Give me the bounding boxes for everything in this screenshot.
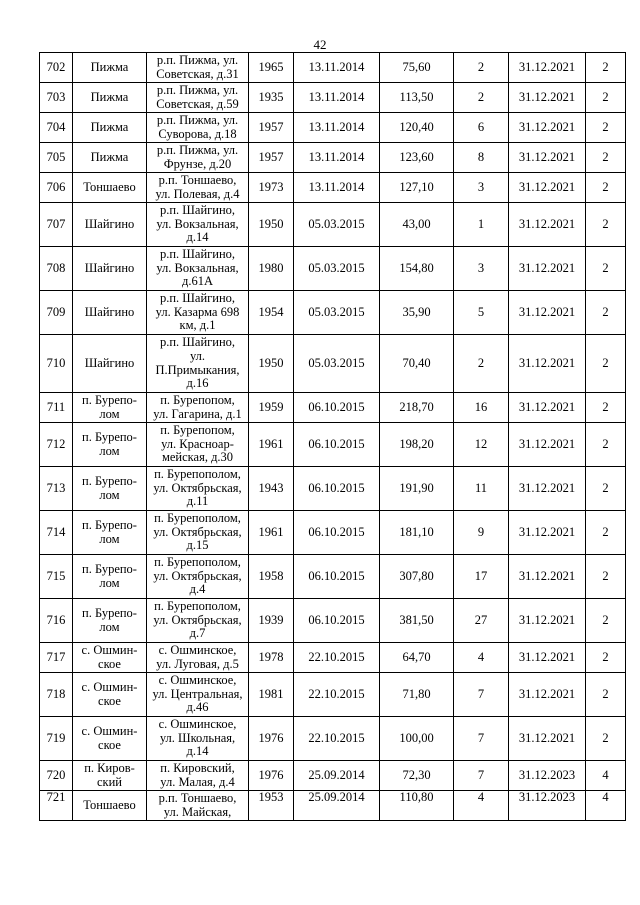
cell-year: 1959 bbox=[249, 393, 294, 423]
cell-date: 25.09.2014 bbox=[294, 761, 380, 791]
cell-loc: Шайгино bbox=[73, 247, 147, 291]
cell-year: 1961 bbox=[249, 511, 294, 555]
cell-addr: с. Ошминское, ул. Школьная, д.14 bbox=[147, 717, 249, 761]
cell-date: 06.10.2015 bbox=[294, 555, 380, 599]
cell-date: 13.11.2014 bbox=[294, 83, 380, 113]
cell-cnt: 7 bbox=[454, 761, 509, 791]
cell-deadline: 31.12.2021 bbox=[509, 335, 586, 393]
cell-addr: п. Бурепопом, ул. Красноар- мейская, д.30 bbox=[147, 423, 249, 467]
cell-loc: Тоншаево bbox=[73, 791, 147, 821]
cell-deadline: 31.12.2021 bbox=[509, 511, 586, 555]
cell-year: 1939 bbox=[249, 599, 294, 643]
cell-year: 1953 bbox=[249, 791, 294, 821]
cell-deadline: 31.12.2021 bbox=[509, 83, 586, 113]
cell-loc: с. Ошмин- ское bbox=[73, 717, 147, 761]
cell-area: 381,50 bbox=[380, 599, 454, 643]
cell-loc: Тоншаево bbox=[73, 173, 147, 203]
table-row bbox=[40, 673, 626, 717]
cell-addr: р.п. Тоншаево, ул. Полевая, д.4 bbox=[147, 173, 249, 203]
housing-register-table bbox=[39, 52, 626, 821]
cell-year: 1957 bbox=[249, 113, 294, 143]
cell-date: 13.11.2014 bbox=[294, 113, 380, 143]
cell-n: 720 bbox=[40, 761, 73, 791]
cell-area: 127,10 bbox=[380, 173, 454, 203]
cell-stage: 2 bbox=[586, 643, 626, 673]
cell-addr: п. Бурепополом, ул. Октябрьская, д.4 bbox=[147, 555, 249, 599]
cell-area: 123,60 bbox=[380, 143, 454, 173]
cell-year: 1950 bbox=[249, 335, 294, 393]
cell-n: 710 bbox=[40, 335, 73, 393]
cell-loc: п. Бурепо- лом bbox=[73, 555, 147, 599]
table-row bbox=[40, 291, 626, 335]
cell-addr: п. Бурепополом, ул. Октябрьская, д.15 bbox=[147, 511, 249, 555]
cell-n: 711 bbox=[40, 393, 73, 423]
cell-stage: 2 bbox=[586, 555, 626, 599]
cell-n: 708 bbox=[40, 247, 73, 291]
table-row bbox=[40, 393, 626, 423]
cell-area: 113,50 bbox=[380, 83, 454, 113]
cell-loc: Пижма bbox=[73, 113, 147, 143]
table-row bbox=[40, 643, 626, 673]
cell-addr: р.п. Шайгино, ул. Вокзальная, д.61А bbox=[147, 247, 249, 291]
cell-cnt: 6 bbox=[454, 113, 509, 143]
table-row bbox=[40, 717, 626, 761]
table-row bbox=[40, 423, 626, 467]
table-row bbox=[40, 791, 626, 821]
cell-year: 1961 bbox=[249, 423, 294, 467]
cell-area: 198,20 bbox=[380, 423, 454, 467]
cell-loc: Шайгино bbox=[73, 291, 147, 335]
cell-stage: 2 bbox=[586, 599, 626, 643]
cell-cnt: 7 bbox=[454, 673, 509, 717]
cell-date: 05.03.2015 bbox=[294, 247, 380, 291]
cell-area: 43,00 bbox=[380, 203, 454, 247]
cell-date: 13.11.2014 bbox=[294, 173, 380, 203]
table-row bbox=[40, 467, 626, 511]
cell-addr: п. Бурепопом, ул. Гагарина, д.1 bbox=[147, 393, 249, 423]
cell-loc: п. Бурепо- лом bbox=[73, 423, 147, 467]
cell-year: 1954 bbox=[249, 291, 294, 335]
cell-n: 705 bbox=[40, 143, 73, 173]
cell-area: 110,80 bbox=[380, 791, 454, 821]
cell-n: 718 bbox=[40, 673, 73, 717]
cell-cnt: 3 bbox=[454, 247, 509, 291]
cell-year: 1978 bbox=[249, 643, 294, 673]
cell-loc: п. Бурепо- лом bbox=[73, 599, 147, 643]
cell-area: 181,10 bbox=[380, 511, 454, 555]
cell-cnt: 4 bbox=[454, 643, 509, 673]
cell-n: 702 bbox=[40, 53, 73, 83]
cell-date: 06.10.2015 bbox=[294, 511, 380, 555]
cell-date: 05.03.2015 bbox=[294, 203, 380, 247]
cell-area: 120,40 bbox=[380, 113, 454, 143]
cell-n: 717 bbox=[40, 643, 73, 673]
cell-loc: Шайгино bbox=[73, 203, 147, 247]
cell-addr: с. Ошминское, ул. Луговая, д.5 bbox=[147, 643, 249, 673]
cell-year: 1981 bbox=[249, 673, 294, 717]
cell-area: 218,70 bbox=[380, 393, 454, 423]
cell-deadline: 31.12.2021 bbox=[509, 203, 586, 247]
cell-n: 703 bbox=[40, 83, 73, 113]
cell-stage: 2 bbox=[586, 467, 626, 511]
cell-addr: с. Ошминское, ул. Центральная, д.46 bbox=[147, 673, 249, 717]
cell-date: 22.10.2015 bbox=[294, 643, 380, 673]
cell-stage: 2 bbox=[586, 83, 626, 113]
cell-date: 25.09.2014 bbox=[294, 791, 380, 821]
cell-addr: р.п. Пижма, ул. Суворова, д.18 bbox=[147, 113, 249, 143]
cell-date: 22.10.2015 bbox=[294, 673, 380, 717]
table-row bbox=[40, 53, 626, 83]
cell-area: 72,30 bbox=[380, 761, 454, 791]
cell-stage: 2 bbox=[586, 291, 626, 335]
cell-date: 06.10.2015 bbox=[294, 393, 380, 423]
table-row bbox=[40, 335, 626, 393]
cell-stage: 2 bbox=[586, 173, 626, 203]
cell-loc: п. Бурепо- лом bbox=[73, 393, 147, 423]
cell-addr: п. Бурепополом, ул. Октябрьская, д.11 bbox=[147, 467, 249, 511]
cell-addr: р.п. Пижма, ул. Советская, д.31 bbox=[147, 53, 249, 83]
table-row bbox=[40, 83, 626, 113]
cell-stage: 2 bbox=[586, 113, 626, 143]
cell-stage: 2 bbox=[586, 511, 626, 555]
cell-area: 64,70 bbox=[380, 643, 454, 673]
cell-deadline: 31.12.2021 bbox=[509, 555, 586, 599]
cell-n: 707 bbox=[40, 203, 73, 247]
cell-cnt: 5 bbox=[454, 291, 509, 335]
cell-stage: 2 bbox=[586, 53, 626, 83]
cell-stage: 4 bbox=[586, 761, 626, 791]
cell-addr: р.п. Шайгино, ул. Казарма 698 км, д.1 bbox=[147, 291, 249, 335]
table-row bbox=[40, 143, 626, 173]
cell-addr: р.п. Пижма, ул. Фрунзе, д.20 bbox=[147, 143, 249, 173]
cell-cnt: 2 bbox=[454, 83, 509, 113]
cell-loc: Пижма bbox=[73, 83, 147, 113]
page-number: 42 bbox=[313, 37, 327, 52]
cell-date: 06.10.2015 bbox=[294, 599, 380, 643]
cell-loc: Шайгино bbox=[73, 335, 147, 393]
cell-cnt: 3 bbox=[454, 173, 509, 203]
cell-loc: Пижма bbox=[73, 53, 147, 83]
cell-year: 1973 bbox=[249, 173, 294, 203]
cell-deadline: 31.12.2021 bbox=[509, 673, 586, 717]
cell-n: 715 bbox=[40, 555, 73, 599]
cell-date: 05.03.2015 bbox=[294, 335, 380, 393]
cell-n: 719 bbox=[40, 717, 73, 761]
cell-stage: 2 bbox=[586, 247, 626, 291]
cell-addr: р.п. Шайгино, ул. Вокзальная, д.14 bbox=[147, 203, 249, 247]
cell-n: 713 bbox=[40, 467, 73, 511]
table-row bbox=[40, 113, 626, 143]
cell-stage: 2 bbox=[586, 143, 626, 173]
cell-stage: 2 bbox=[586, 423, 626, 467]
cell-cnt: 11 bbox=[454, 467, 509, 511]
cell-deadline: 31.12.2021 bbox=[509, 143, 586, 173]
cell-stage: 2 bbox=[586, 393, 626, 423]
cell-n: 712 bbox=[40, 423, 73, 467]
cell-deadline: 31.12.2021 bbox=[509, 393, 586, 423]
cell-cnt: 9 bbox=[454, 511, 509, 555]
cell-deadline: 31.12.2023 bbox=[509, 791, 586, 821]
cell-deadline: 31.12.2021 bbox=[509, 717, 586, 761]
cell-year: 1950 bbox=[249, 203, 294, 247]
cell-area: 75,60 bbox=[380, 53, 454, 83]
table-row bbox=[40, 555, 626, 599]
table-body bbox=[40, 53, 626, 821]
cell-addr: р.п. Тоншаево, ул. Майская, bbox=[147, 791, 249, 821]
cell-n: 706 bbox=[40, 173, 73, 203]
cell-cnt: 4 bbox=[454, 791, 509, 821]
cell-cnt: 2 bbox=[454, 53, 509, 83]
cell-cnt: 1 bbox=[454, 203, 509, 247]
table-row bbox=[40, 247, 626, 291]
cell-n: 704 bbox=[40, 113, 73, 143]
cell-n: 716 bbox=[40, 599, 73, 643]
cell-deadline: 31.12.2021 bbox=[509, 423, 586, 467]
cell-area: 71,80 bbox=[380, 673, 454, 717]
cell-stage: 2 bbox=[586, 335, 626, 393]
table-row bbox=[40, 599, 626, 643]
cell-date: 22.10.2015 bbox=[294, 717, 380, 761]
cell-year: 1965 bbox=[249, 53, 294, 83]
cell-deadline: 31.12.2021 bbox=[509, 113, 586, 143]
cell-date: 06.10.2015 bbox=[294, 467, 380, 511]
cell-cnt: 8 bbox=[454, 143, 509, 173]
cell-cnt: 12 bbox=[454, 423, 509, 467]
table-row bbox=[40, 173, 626, 203]
cell-deadline: 31.12.2021 bbox=[509, 467, 586, 511]
cell-loc: Пижма bbox=[73, 143, 147, 173]
cell-loc: п. Бурепо- лом bbox=[73, 511, 147, 555]
cell-area: 307,80 bbox=[380, 555, 454, 599]
table-row bbox=[40, 511, 626, 555]
cell-year: 1958 bbox=[249, 555, 294, 599]
cell-area: 35,90 bbox=[380, 291, 454, 335]
cell-loc: с. Ошмин- ское bbox=[73, 643, 147, 673]
cell-stage: 2 bbox=[586, 203, 626, 247]
cell-date: 13.11.2014 bbox=[294, 53, 380, 83]
cell-deadline: 31.12.2023 bbox=[509, 761, 586, 791]
cell-year: 1976 bbox=[249, 761, 294, 791]
cell-loc: п. Киров- ский bbox=[73, 761, 147, 791]
cell-cnt: 2 bbox=[454, 335, 509, 393]
cell-deadline: 31.12.2021 bbox=[509, 599, 586, 643]
cell-loc: с. Ошмин- ское bbox=[73, 673, 147, 717]
cell-deadline: 31.12.2021 bbox=[509, 247, 586, 291]
cell-year: 1943 bbox=[249, 467, 294, 511]
cell-area: 154,80 bbox=[380, 247, 454, 291]
cell-deadline: 31.12.2021 bbox=[509, 173, 586, 203]
cell-deadline: 31.12.2021 bbox=[509, 53, 586, 83]
cell-year: 1976 bbox=[249, 717, 294, 761]
cell-cnt: 7 bbox=[454, 717, 509, 761]
cell-stage: 4 bbox=[586, 791, 626, 821]
cell-year: 1935 bbox=[249, 83, 294, 113]
cell-area: 100,00 bbox=[380, 717, 454, 761]
cell-date: 05.03.2015 bbox=[294, 291, 380, 335]
cell-addr: п. Кировский, ул. Малая, д.4 bbox=[147, 761, 249, 791]
cell-stage: 2 bbox=[586, 717, 626, 761]
cell-year: 1980 bbox=[249, 247, 294, 291]
cell-loc: п. Бурепо- лом bbox=[73, 467, 147, 511]
table-row bbox=[40, 203, 626, 247]
cell-date: 06.10.2015 bbox=[294, 423, 380, 467]
cell-cnt: 27 bbox=[454, 599, 509, 643]
cell-n: 709 bbox=[40, 291, 73, 335]
cell-year: 1957 bbox=[249, 143, 294, 173]
cell-area: 191,90 bbox=[380, 467, 454, 511]
cell-date: 13.11.2014 bbox=[294, 143, 380, 173]
cell-cnt: 16 bbox=[454, 393, 509, 423]
cell-addr: п. Бурепополом, ул. Октябрьская, д.7 bbox=[147, 599, 249, 643]
cell-addr: р.п. Шайгино, ул. П.Примыкания, д.16 bbox=[147, 335, 249, 393]
cell-n: 714 bbox=[40, 511, 73, 555]
cell-deadline: 31.12.2021 bbox=[509, 643, 586, 673]
cell-deadline: 31.12.2021 bbox=[509, 291, 586, 335]
cell-cnt: 17 bbox=[454, 555, 509, 599]
cell-n: 721 bbox=[40, 791, 73, 821]
cell-area: 70,40 bbox=[380, 335, 454, 393]
cell-addr: р.п. Пижма, ул. Советская, д.59 bbox=[147, 83, 249, 113]
cell-stage: 2 bbox=[586, 673, 626, 717]
table-row bbox=[40, 761, 626, 791]
